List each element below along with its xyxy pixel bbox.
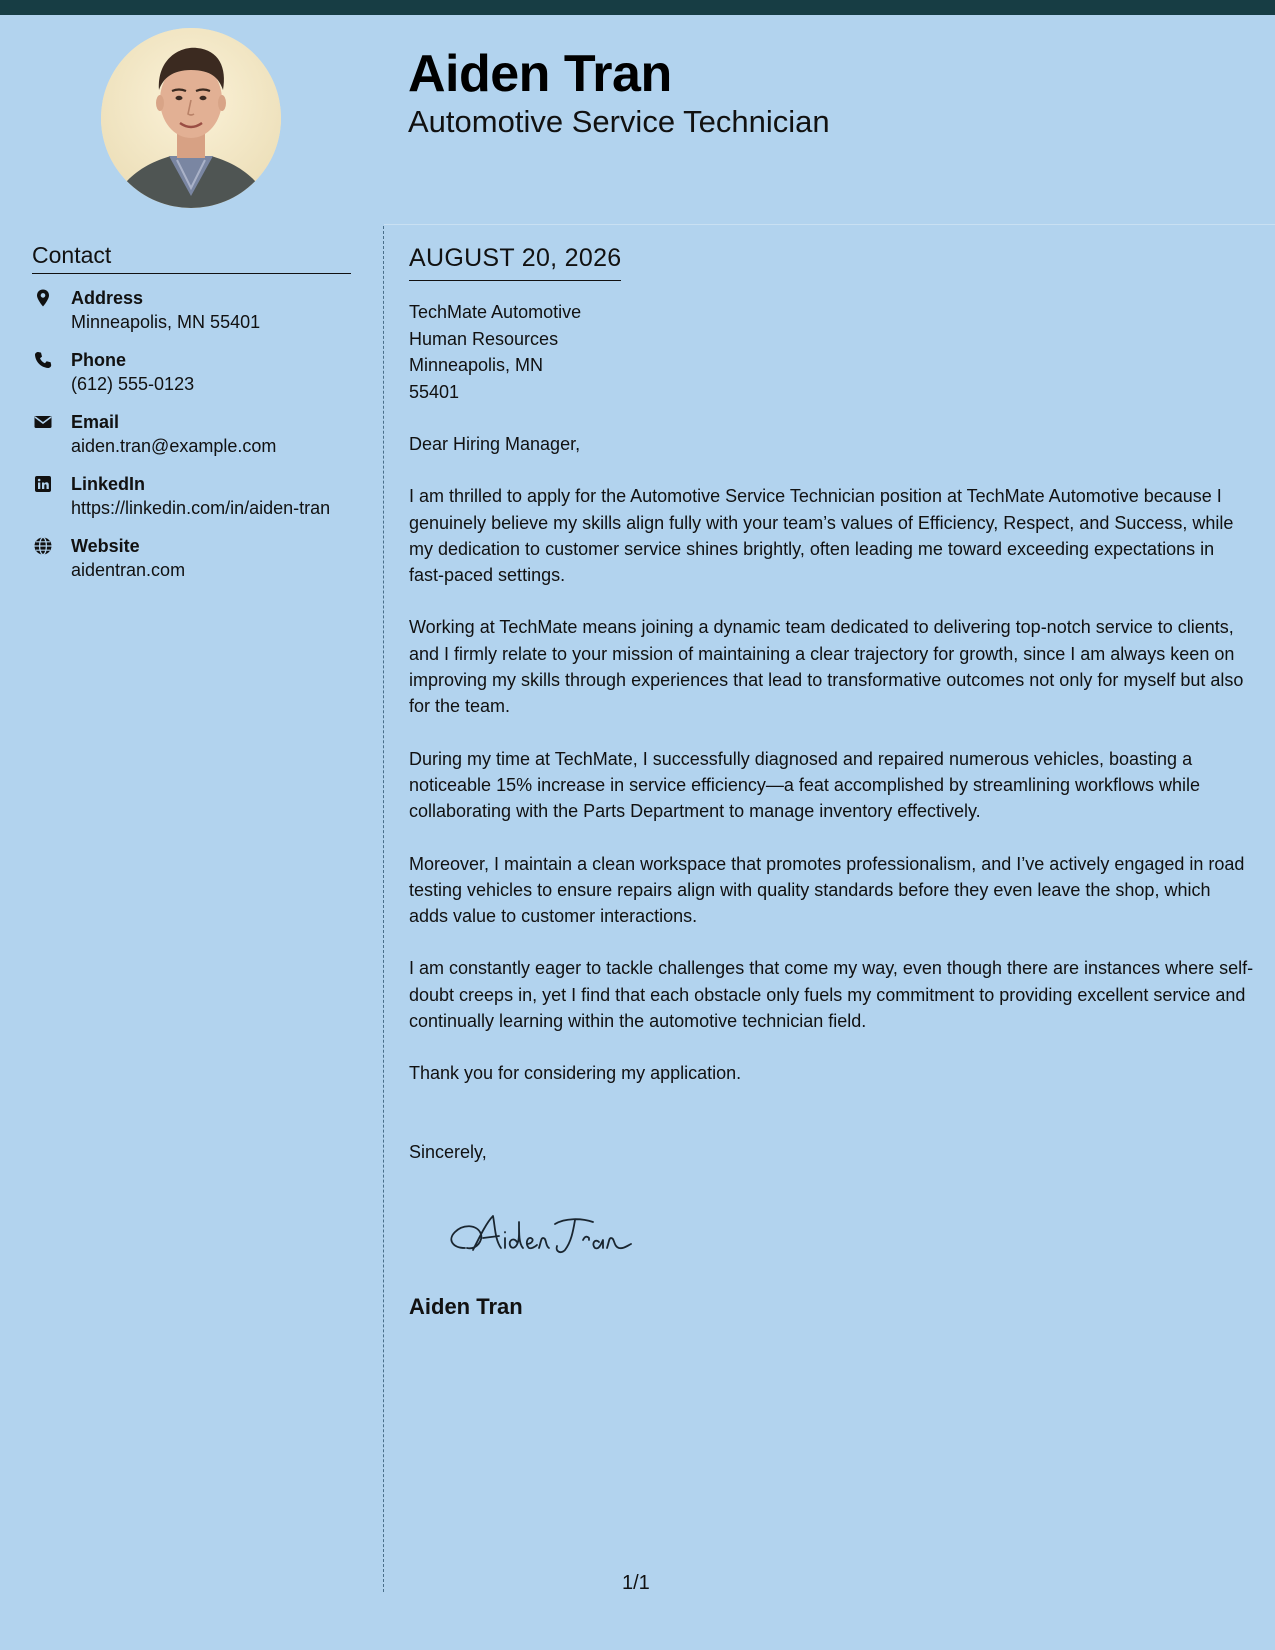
email-value[interactable]: aiden.tran@example.com (71, 436, 277, 456)
envelope-icon (33, 412, 53, 432)
top-accent-strip (0, 0, 1275, 15)
globe-icon (33, 536, 53, 556)
letter-paragraph: I am constantly eager to tackle challenges that come my way, even though there are instances where self-doubt creeps in, yet I find that each obstacle only fuels my commitment to providing excellent service and continually learning within the automotive technician field. (409, 958, 1254, 1032)
closing: Sincerely, (409, 1141, 487, 1162)
contact-item-phone (32, 348, 351, 396)
contact-item-email (32, 410, 351, 458)
page-number: 1/1 (622, 1572, 650, 1594)
contact-item-linkedin (32, 472, 351, 520)
recipient-company: TechMate Automotive (409, 302, 582, 322)
handwritten-signature (443, 1204, 643, 1264)
phone-value: (612) 555-0123 (71, 374, 195, 394)
contact-label: Phone (71, 350, 127, 370)
letter-body (409, 242, 1254, 1165)
letter-paragraph: I am thrilled to apply for the Automotive Service Technician position at TechMate Automotive because I genuinely believe my skills align fully with your team’s values of Efficiency, Respect, and Success, while my dedication to customer service shines brightly, often leading me toward exceeding expectations in fast-paced settings. (409, 486, 1234, 586)
job-title: Automotive Service Technician (408, 104, 830, 139)
map-pin-icon (33, 288, 53, 308)
salutation: Dear Hiring Manager, (409, 434, 581, 454)
column-divider (383, 226, 384, 1592)
letter-paragraph: During my time at TechMate, I successfully diagnosed and repaired numerous vehicles, boasting a noticeable 15% increase in service efficiency—a feat accomplished by streamlining workflows while collaborating with the Parts Department to manage inventory effectively. (409, 748, 1201, 822)
letter-paragraph: Moreover, I maintain a clean workspace that promotes professionalism, and I’ve actively engaged in road testing vehicles to ensure repairs align with quality standards before they even leave the shop, which adds value to customer interactions. (409, 853, 1245, 927)
avatar (101, 28, 281, 208)
website-value[interactable]: aidentran.com (71, 560, 186, 580)
contact-sidebar (32, 240, 351, 596)
recipient-block (409, 299, 1254, 405)
linkedin-icon (33, 474, 53, 494)
contact-label: LinkedIn (71, 474, 146, 494)
recipient-zip: 55401 (409, 381, 460, 402)
header-divider (384, 224, 1275, 225)
contact-item-website (32, 534, 351, 582)
recipient-city: Minneapolis, MN (409, 355, 544, 375)
letter-paragraph: Thank you for considering my application. (409, 1063, 742, 1084)
signer-name: Aiden Tran (409, 1294, 523, 1319)
linkedin-value[interactable]: https://linkedin.com/in/aiden-tran (71, 498, 331, 518)
letter-date: AUGUST 20, 2026 (409, 242, 621, 281)
letter-paragraph: Working at TechMate means joining a dynamic team dedicated to delivering top-notch service to clients, and I firmly relate to your mission of maintaining a clear trajectory for growth, since I am always keen on improving my skills through experiences that lead to transformative outcomes not only for myself but also for the team. (409, 617, 1244, 717)
contact-label: Website (71, 536, 140, 556)
contact-label: Address (71, 288, 144, 308)
contact-heading: Contact (32, 240, 351, 274)
address-value: Minneapolis, MN 55401 (71, 312, 261, 332)
phone-icon (33, 350, 53, 370)
contact-label: Email (71, 412, 120, 432)
profile-photo (101, 28, 281, 208)
contact-item-address (32, 286, 351, 334)
recipient-department: Human Resources (409, 328, 559, 349)
applicant-name: Aiden Tran (408, 45, 672, 103)
